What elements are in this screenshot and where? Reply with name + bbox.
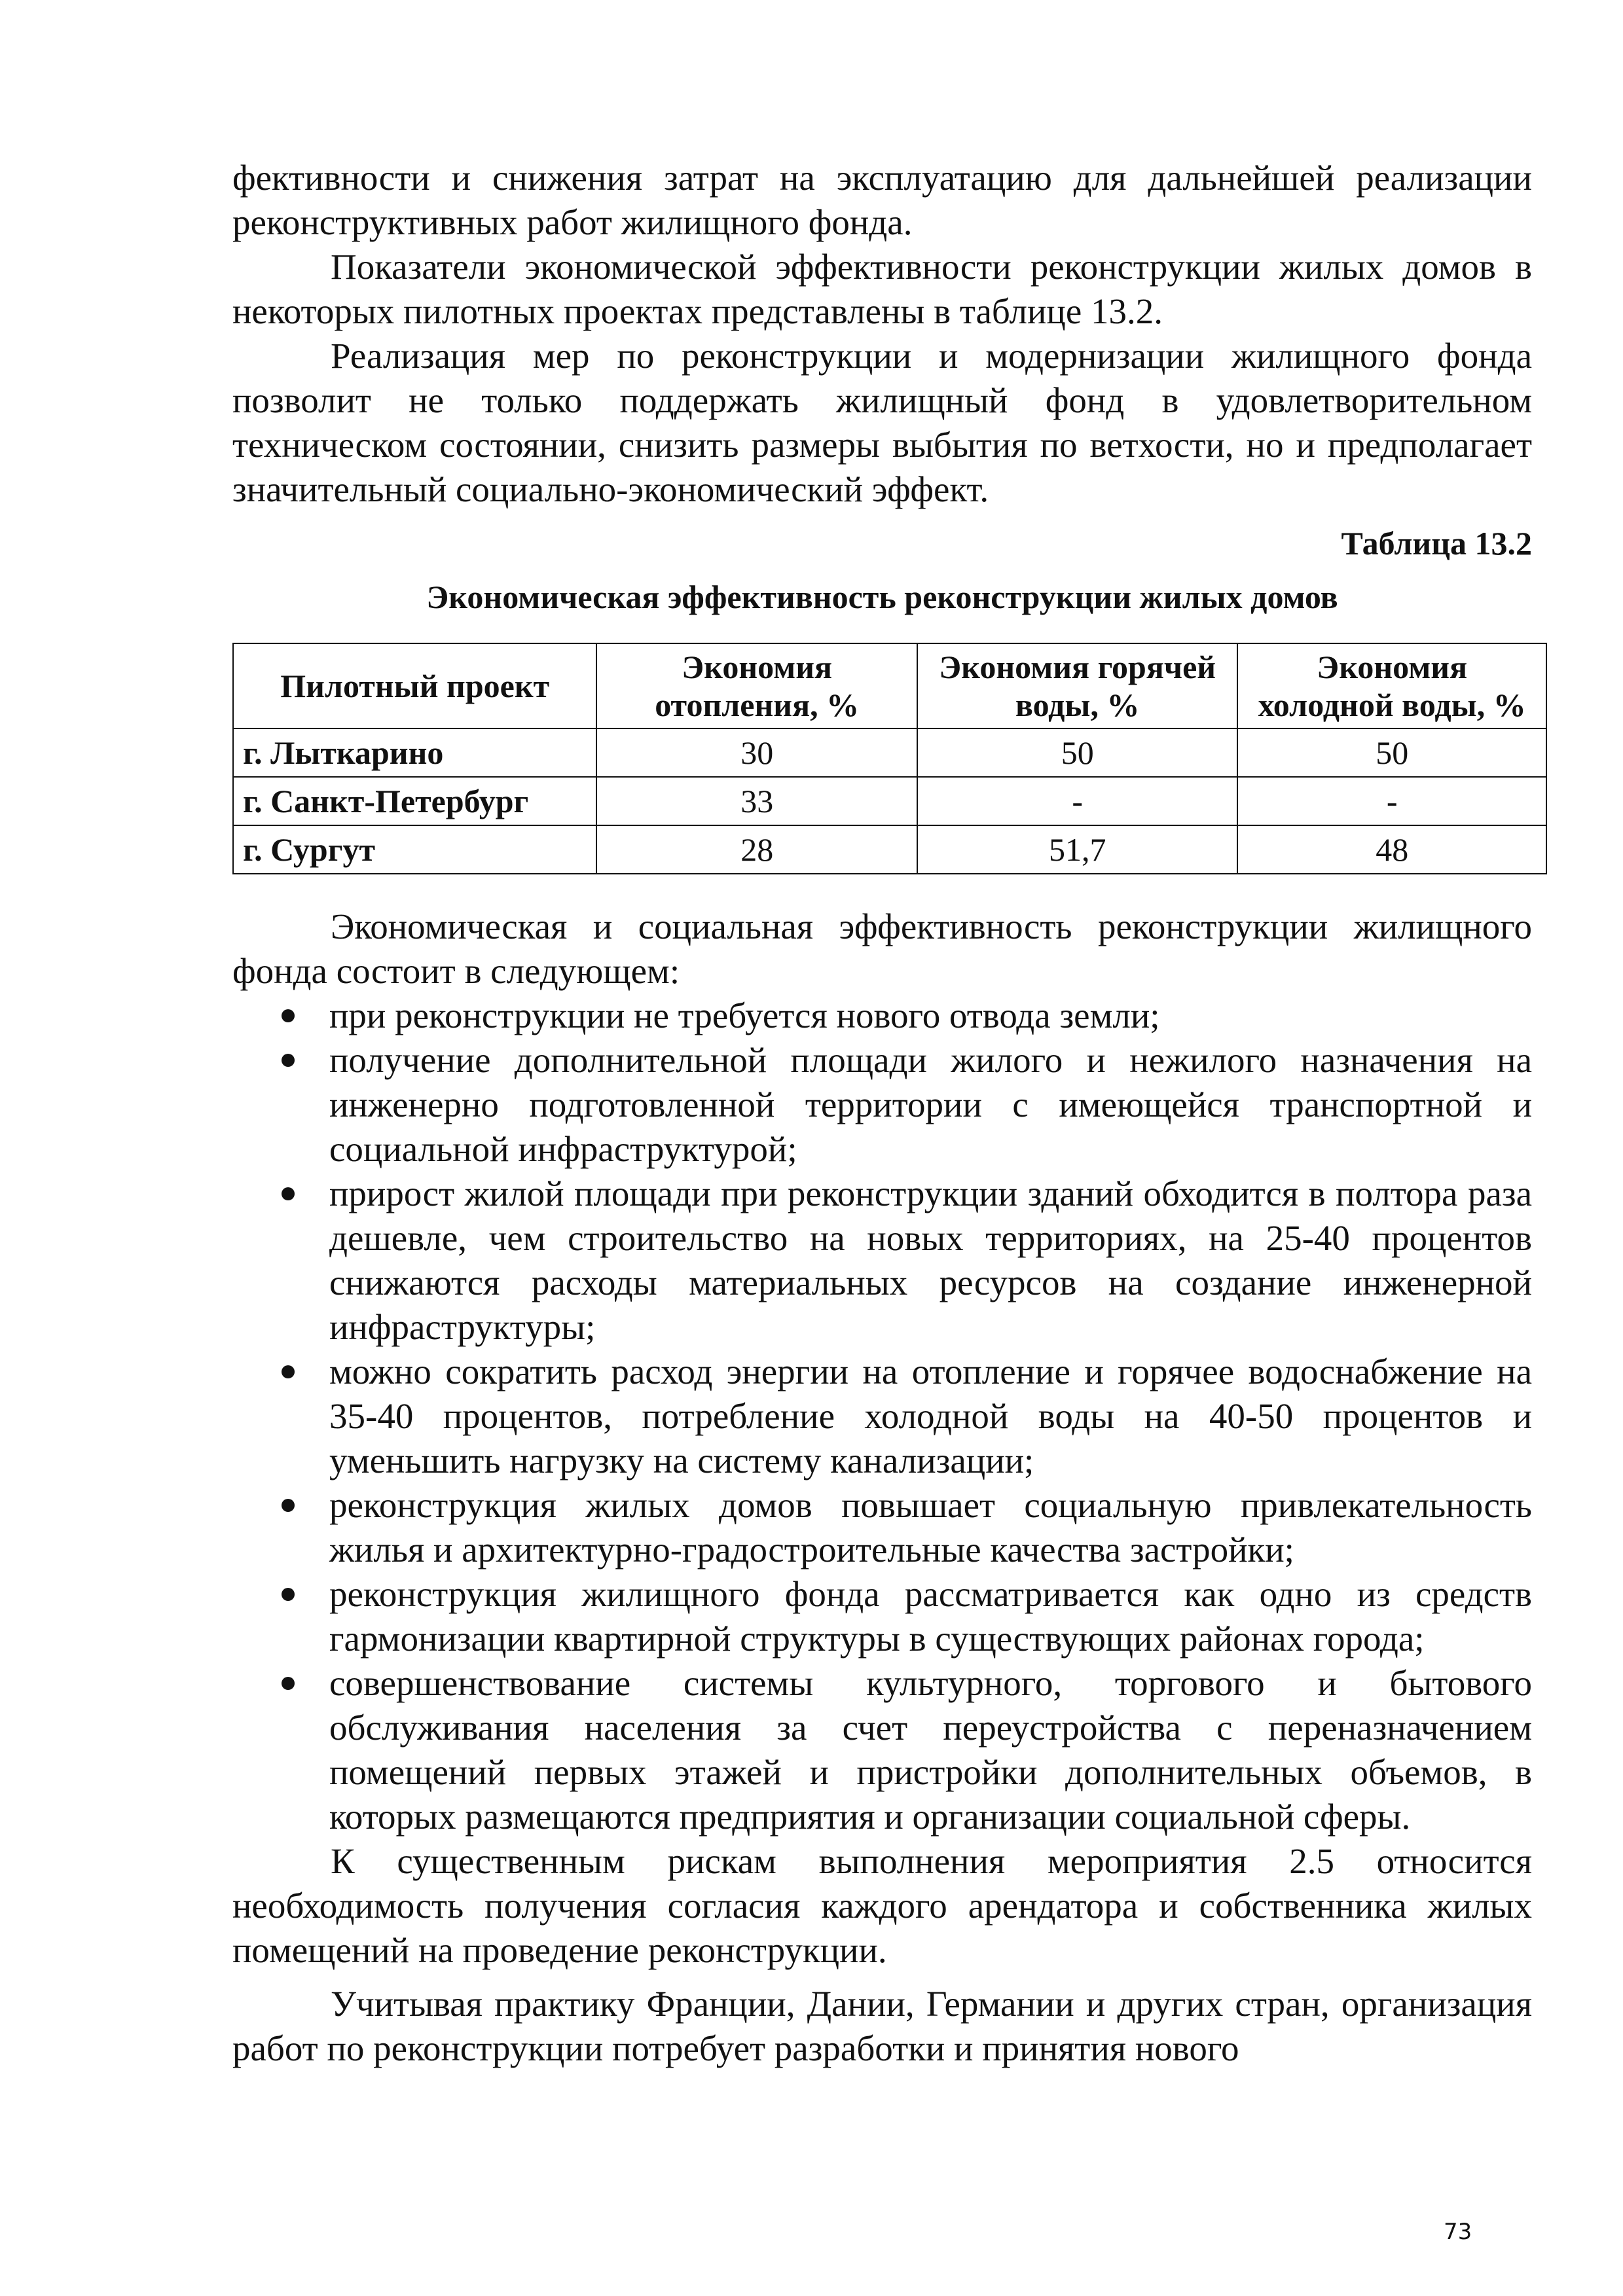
risks-paragraph: К существенным рискам выполнения мероприятия 2.5 относится необходимость получения согласия каждого арендатора и собственника жилых помещений на проведение реконструкции. [232,1841,1532,1970]
list-item [232,1172,1532,1350]
effects-intro-paragraph: Экономическая и социальная эффективность реконструкции жилищного фонда состоит в следующем: [232,906,1532,991]
practice-paragraph: Учитывая практику Франции, Дании, Германии и других стран, организация работ по реконструкции потребует разработки и принятия нового [232,1984,1532,2068]
cell-city: г. Сургут [233,825,596,874]
list-item [232,1038,1532,1172]
bullet-icon [282,1365,295,1378]
bullet-icon [282,1187,295,1200]
list-item-text: можно сократить расход энергии на отопление и горячее водоснабжение на 35-40 процентов, потребление холодной воды на 40-50 процентов и уменьшить нагрузку на систему канализации; [329,1352,1532,1480]
list-item-text: совершенствование системы культурного, торгового и бытового обслуживания населения за счет переустройства с переназначением помещений первых этажей и пристройки дополнительных объемов, в которых размещаются предприятия и организации социальной сферы. [329,1663,1532,1837]
effects-list [232,994,1532,1839]
intro-paragraph-1: фективности и снижения затрат на эксплуатацию для дальнейшей реализации реконструктивных работ жилищного фонда. [232,158,1532,242]
list-item [232,1572,1532,1661]
list-item [232,1661,1532,1839]
effects-section [232,905,1532,2071]
bullet-icon [282,1499,295,1512]
cell-heating: 30 [596,728,917,777]
list-item [232,1483,1532,1572]
cell-cold-water: - [1237,777,1546,825]
intro-paragraph-3: Реализация мер по реконструкции и модернизации жилищного фонда позволит не только поддержать жилищный фонд в удовлетворительном техническом состоянии, снизить размеры выбытия по ветхости, но и предполагает значительный социально-экономический эффект. [232,336,1532,509]
list-item-text: получение дополнительной площади жилого и нежилого назначения на инженерно подготовленной территории с имеющейся транспортной и социальной инфраструктурой; [329,1040,1532,1169]
cell-hot-water: - [917,777,1237,825]
bullet-icon [282,1009,295,1022]
table-row [233,825,1546,874]
cell-heating: 28 [596,825,917,874]
header-heating: Экономия отопления, % [596,643,917,728]
cell-city: г. Лыткарино [233,728,596,777]
cell-heating: 33 [596,777,917,825]
table-row [233,777,1546,825]
header-cold-water: Экономия холодной воды, % [1237,643,1546,728]
intro-section [232,156,1532,512]
cell-hot-water: 51,7 [917,825,1237,874]
bullet-icon [282,1677,295,1690]
cell-cold-water: 50 [1237,728,1546,777]
list-item-text: при реконструкции не требуется нового отвода земли; [329,996,1160,1035]
intro-paragraph-2: Показатели экономической эффективности реконструкции жилых домов в некоторых пилотных проектах представлены в таблице 13.2. [232,247,1532,331]
header-hot-water: Экономия горячей воды, % [917,643,1237,728]
efficiency-table [232,643,1547,874]
table-title: Экономическая эффективность реконструкции жилых домов [426,579,1338,615]
table-row [233,728,1546,777]
cell-city: г. Санкт-Петербург [233,777,596,825]
cell-cold-water: 48 [1237,825,1546,874]
bullet-icon [282,1054,295,1067]
cell-hot-water: 50 [917,728,1237,777]
list-item-text: реконструкция жилых домов повышает социальную привлекательность жилья и архитектурно-градостроительные качества застройки; [329,1485,1532,1570]
list-item-text: прирост жилой площади при реконструкции зданий обходится в полтора раза дешевле, чем строительство на новых территориях, на 25-40 процентов снижаются расходы материальных ресурсов на создание инженерной инфраструктуры; [329,1174,1532,1347]
table-header-row [233,643,1546,728]
list-item [232,994,1532,1038]
table-label: Таблица 13.2 [1341,525,1532,562]
list-item [232,1350,1532,1483]
page-number: 73 [1444,2219,1472,2245]
header-pilot-project: Пилотный проект [233,643,596,728]
bullet-icon [282,1588,295,1601]
list-item-text: реконструкция жилищного фонда рассматривается как одно из средств гармонизации квартирной структуры в существующих районах города; [329,1574,1532,1659]
